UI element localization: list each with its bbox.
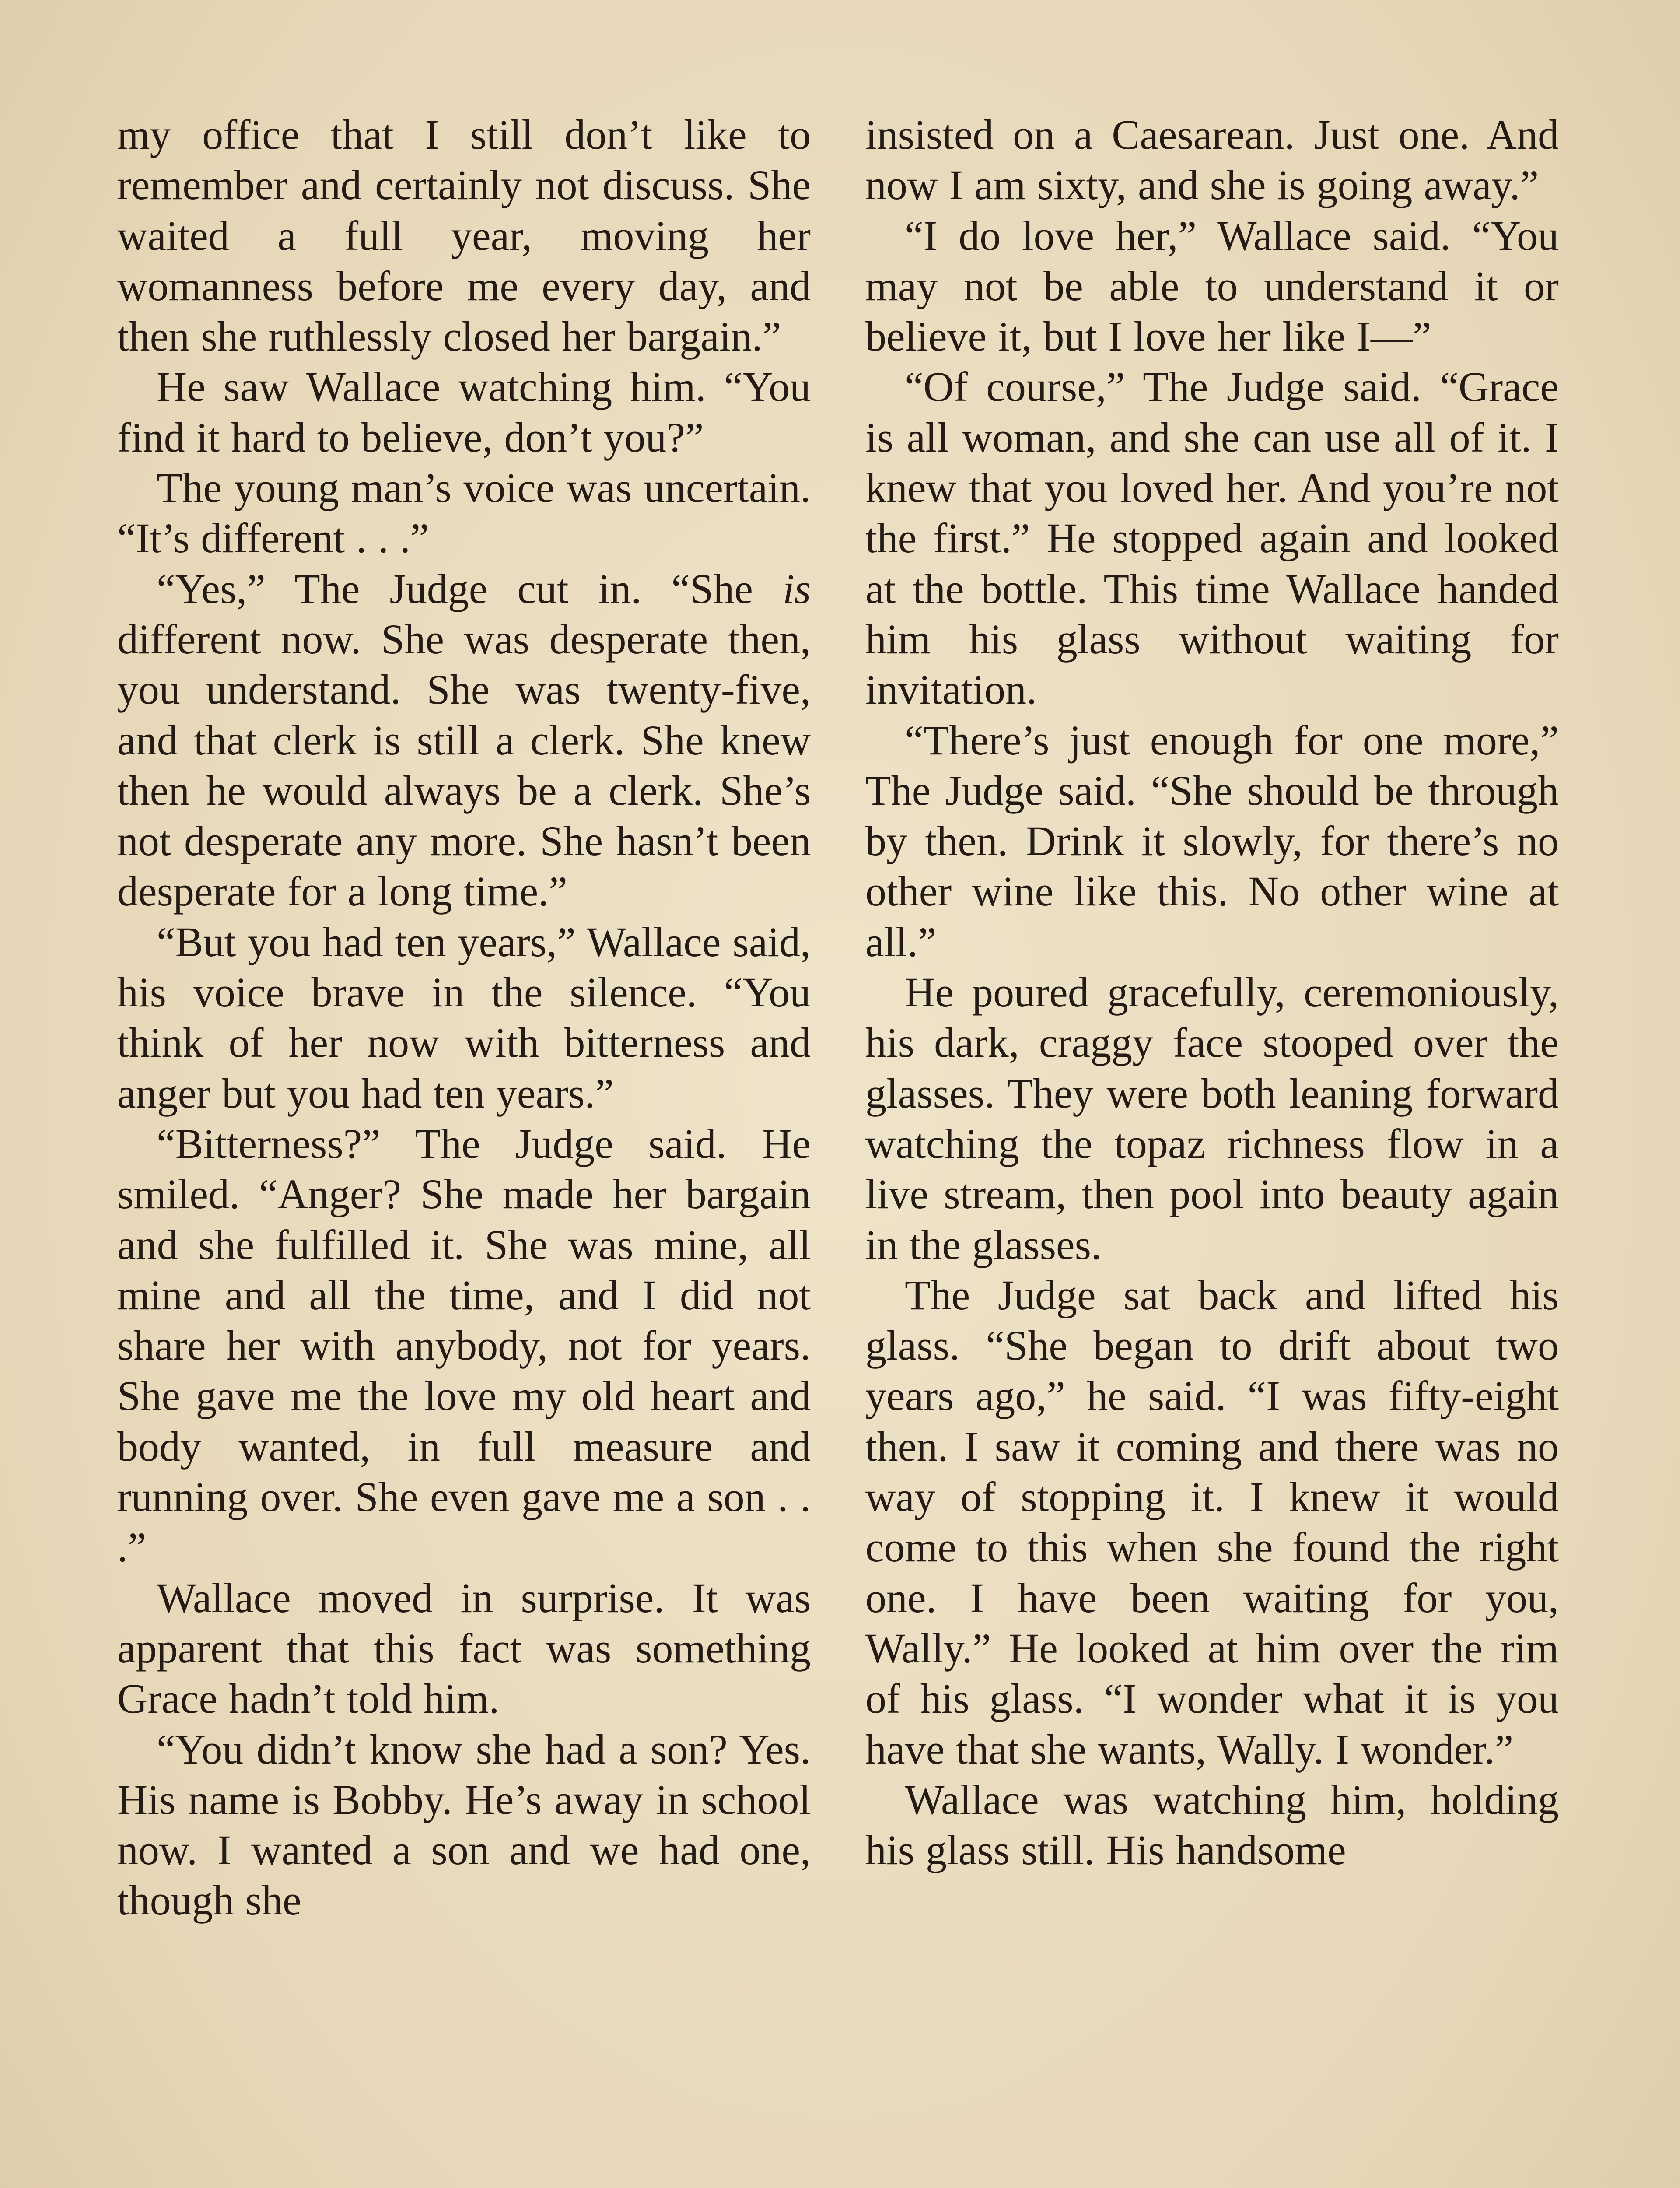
paragraph: The Judge sat back and lifted his glass. “She began to drift about two years ago,” he said. “I was fifty-eight then. I saw it coming and there was no way of stopping it. I knew it would come to this when she found the right one. I have been waiting for you, Wally.” He looked at him over the rim of his glass. “I wonder what it is you have that she wants, Wally. I wonder.” xyxy=(865,1271,1559,1773)
paragraph: “Bitterness?” The Judge said. He smiled. “Anger? She made her bargain and she fulfilled it. She was mine, all mine and all the time, and I did not share her with anybody, not for years. She gave me the love my old heart and body wanted, in full measure and running over. She even gave me a son . . .” xyxy=(117,1120,811,1571)
paragraph: “But you had ten years,” Wallace said, his voice brave in the silence. “You think of her now with bitterness and anger but you had ten years.” xyxy=(117,918,811,1117)
paragraph: my office that I still don’t like to remember and certainly not discuss. She waited a full year, moving her womanness before me every day, and then she ruthlessly closed her bargain.” xyxy=(117,111,811,360)
paragraph: “Of course,” The Judge said. “Grace is all woman, and she can use all of it. I knew that you loved her. And you’re not the first.” He stopped again and looked at the bottle. This time Wallace handed him his glass without waiting for invitation. xyxy=(865,363,1559,713)
right-column xyxy=(865,109,1559,2188)
paragraph-text: different now. She was desperate then, you understand. She was twenty-five, and that clerk is still a clerk. She knew then he would always be a clerk. She’s not desperate any more. She hasn’t been desperate for a long time.” xyxy=(117,615,811,915)
paragraph: “I do love her,” Wallace said. “You may not be able to understand it or believe it, but I love her like I—” xyxy=(865,212,1559,360)
emphasized-word: is xyxy=(782,565,811,612)
paragraph: Wallace was watching him, holding his glass still. His handsome xyxy=(865,1776,1559,1874)
paragraph: Wallace moved in surprise. It was apparent that this fact was something Grace hadn’t told him. xyxy=(117,1574,811,1722)
left-column xyxy=(117,109,811,2188)
paragraph: He saw Wallace watching him. “You find it hard to believe, don’t you?” xyxy=(117,363,811,461)
paragraph: “There’s just enough for one more,” The Judge said. “She should be through by then. Drink it slowly, for there’s no other wine like this. No other wine at all.” xyxy=(865,716,1559,965)
paragraph xyxy=(117,564,811,917)
paragraph: insisted on a Caesarean. Just one. And now I am sixty, and she is going away.” xyxy=(865,111,1559,209)
paragraph: He poured gracefully, ceremoniously, his dark, craggy face stooped over the glasses. They were both leaning forward watching the topaz richness flow in a live stream, then pool into beauty again in the glasses. xyxy=(865,969,1559,1268)
paragraph: The young man’s voice was uncertain. “It’s different . . .” xyxy=(117,464,811,562)
paragraph: “You didn’t know she had a son? Yes. His name is Bobby. He’s away in school now. I wanted a son and we had one, though she xyxy=(117,1725,811,1924)
paragraph-text: “Yes,” The Judge cut in. “She xyxy=(157,565,783,612)
